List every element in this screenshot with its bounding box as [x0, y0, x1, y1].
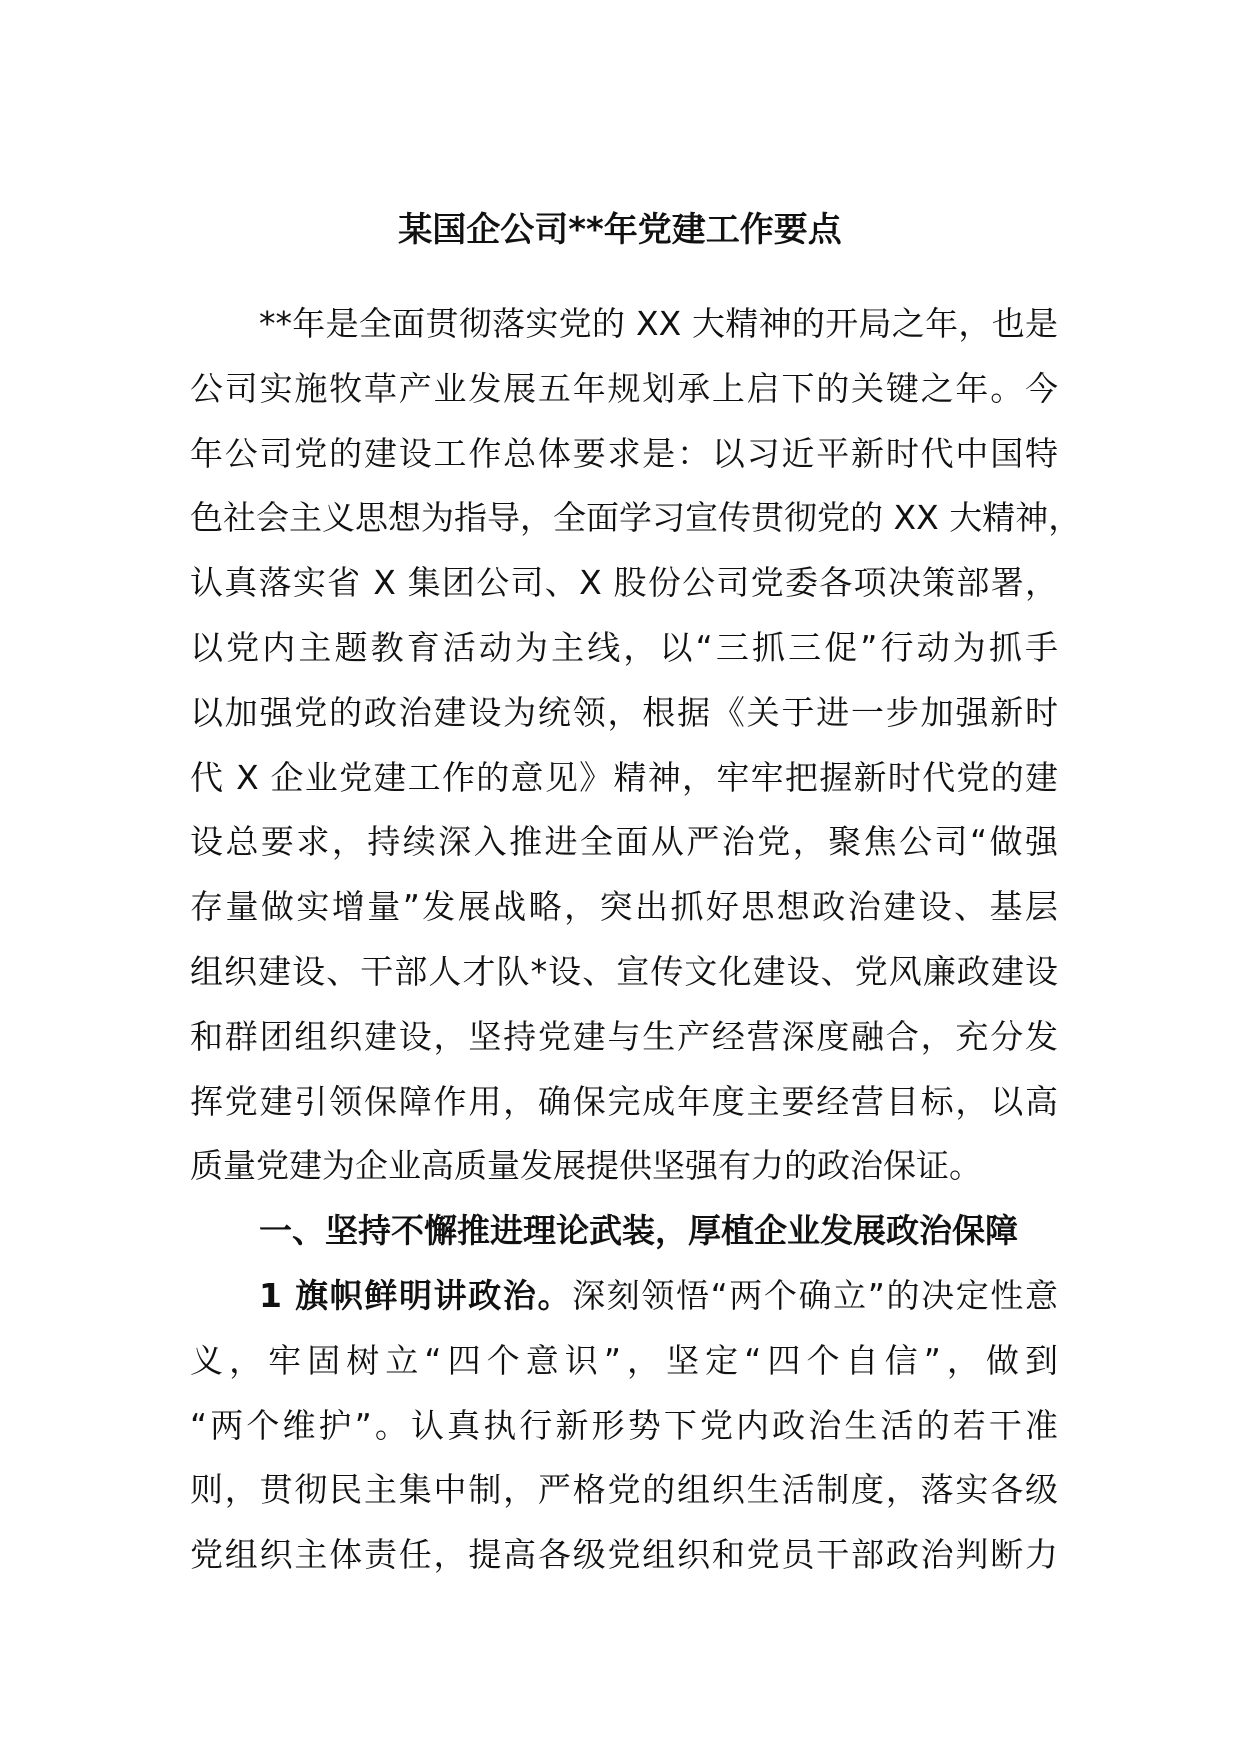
paragraph-line: 组织建设、干部人才队*设、宣传文化建设、党风廉政建设 — [190, 951, 1058, 991]
paragraph-line: 质量党建为企业高质量发展提供坚强有力的政治保证。 — [190, 1146, 982, 1186]
paragraph-line: 和群团组织建设，坚持党建与生产经营深度融合，充分发 — [190, 1016, 1058, 1056]
paragraph-line: 色社会主义思想为指导，全面学习宣传贯彻党的 XX 大精神， — [190, 498, 1082, 538]
paragraph-line: 设总要求，持续深入推进全面从严治党，聚焦公司“做强 — [190, 822, 1058, 862]
item-first-line-text: 深刻领悟“两个确立”的决定性意 — [572, 1275, 1059, 1315]
paragraph-line: 以党内主题教育活动为主线，以“三抓三促”行动为抓手 — [190, 627, 1058, 667]
paragraph-line: 则，贯彻民主集中制，严格党的组织生活制度，落实各级 — [190, 1470, 1058, 1510]
paragraph-line: 代 X 企业党建工作的意见》精神，牢牢把握新时代党的建 — [190, 757, 1058, 797]
paragraph-line: **年是全面贯彻落实党的 XX 大精神的开局之年，也是 — [259, 304, 1058, 343]
paragraph-line: 党组织主体责任，提高各级党组织和党员干部政治判断力 — [190, 1535, 1058, 1575]
document-body — [190, 292, 1082, 1588]
item-lead: 1 旗帜鲜明讲政治。 — [259, 1275, 573, 1315]
paragraph-line: 挥党建引领保障作用，确保完成年度主要经营目标，以高 — [190, 1081, 1058, 1121]
paragraph-line: 公司实施牧草产业发展五年规划承上启下的关键之年。今 — [190, 368, 1058, 408]
paragraph-line: “两个维护”。认真执行新形势下党内政治生活的若干准 — [190, 1405, 1058, 1445]
paragraph-line: 存量做实增量”发展战略，突出抓好思想政治建设、基层 — [190, 887, 1058, 927]
paragraph-line: 年公司党的建设工作总体要求是：以习近平新时代中国特 — [190, 433, 1058, 473]
document-title: 某国企公司**年党建工作要点 — [398, 210, 842, 250]
section-heading: 一、坚持不懈推进理论武装，厚植企业发展政治保障 — [259, 1211, 1018, 1251]
paragraph-line: 认真落实省 X 集团公司、X 股份公司党委各项决策部署， — [190, 563, 1058, 603]
paragraph-line: 以加强党的政治建设为统领，根据《关于进一步加强新时 — [190, 692, 1058, 732]
item-first-line — [190, 1264, 1058, 1329]
paragraph-line: 义，牢固树立“四个意识”，坚定“四个自信”，做到 — [190, 1340, 1058, 1380]
